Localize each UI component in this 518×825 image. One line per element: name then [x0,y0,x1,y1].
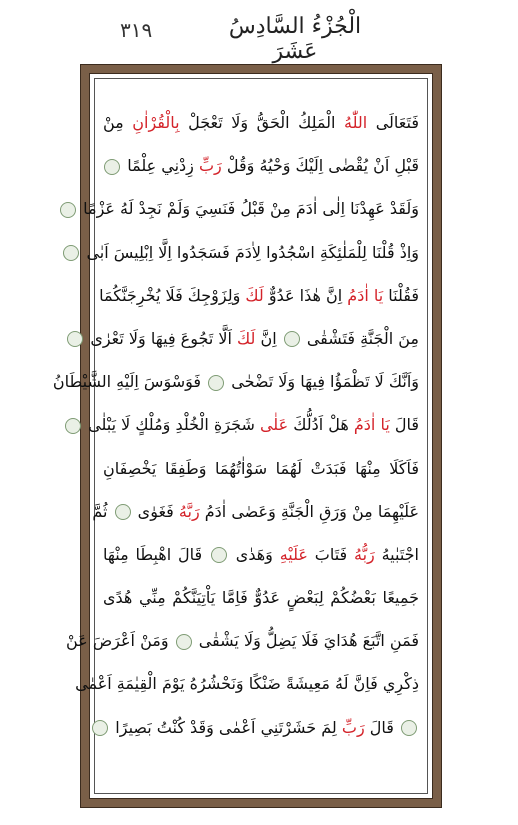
text-line: وَاِذْ قُلْنَا لِلْمَلٰئِكَةِ اسْجُدُوا لِاٰدَمَ فَسَجَدُوا اِلَّا اِبْلِيسَ اَبٰى [103,231,419,274]
text-line: فَقُلْنَا يَا اٰدَمُ اِنَّ هٰذَا عَدُوٌّ لَكَ وَلِزَوْجِكَ فَلَا يُخْرِجَنَّكُمَا [99,285,419,305]
text-line: فَاَكَلَا مِنْهَا فَبَدَتْ لَهُمَا سَوْاٰتُهُمَا وَطَفِقَا يَخْصِفَانِ [103,458,419,478]
red-highlight: عَلَيْهِ [279,544,308,564]
ayah-end-icon [67,331,83,347]
red-highlight: يَا اٰدَمُ [347,285,384,305]
ayah-end-icon [284,331,300,347]
text-line: فَمَنِ اتَّبَعَ هُدَايَ فَلَا يَضِلُّ وَلَا يَشْقٰى وَمَنْ اَعْرَضَ عَنْ [66,631,419,651]
red-highlight: اللّٰهُ [343,113,368,132]
text-panel [52,78,428,794]
frame-inner-border [52,73,433,799]
red-highlight: رَبِّ [341,717,365,737]
ornamental-frame [52,64,442,808]
red-highlight: عَلٰى [259,415,289,435]
text-line: وَلَقَدْ عَهِدْنَا اِلٰى اٰدَمَ مِنْ قَبْلُ فَنَسِيَ وَلَمْ نَجِدْ لَهُ عَزْمًا [103,187,419,230]
text-line: عَلَيْهِمَا مِنْ وَرَقِ الْجَنَّةِ وَعَصٰى اٰدَمُ رَبَّهُ فَغَوٰى ثُمَّ [92,501,419,521]
juz-title: الْجُزْءُ السَّادِسُ عَشَرَ [228,14,362,64]
red-highlight: رَبِّ [198,156,222,176]
ayah-end-icon [104,159,120,175]
ayah-end-icon [211,547,227,563]
text-line: قَبْلِ اَنْ يُقْضٰى اِلَيْكَ وَحْيُهُ وَقُلْ رَبِّ زِدْنِي عِلْمًا [103,144,419,187]
ayah-end-icon [208,375,224,391]
ayah-end-icon [115,504,131,520]
text-line: جَمِيعًا بَعْضُكُمْ لِبَعْضٍ عَدُوٌّ فَاِمَّا يَاْتِيَنَّكُمْ مِنِّي هُدًى [103,588,419,608]
page-number: ٣١٩ [120,18,153,42]
ayah-end-icon [176,634,192,650]
ayah-end-icon [401,720,417,736]
ayah-end-icon [65,418,81,434]
text-line: قَالَ رَبِّ لِمَ حَشَرْتَنِي اَعْمٰى وَقَدْ كُنْتُ بَصِيرًا [103,706,419,749]
text-line: فَتَعَالَى اللّٰهُ الْمَلِكُ الْحَقُّ وَلَا تَعْجَلْ بِالْقُرْاٰنِ مِنْ [103,113,419,132]
red-highlight: لَكَ [237,328,256,348]
text-line: ذِكْرِي فَاِنَّ لَهُ مَعِيشَةً ضَنْكًا وَنَحْشُرُهُ يَوْمَ الْقِيٰمَةِ اَعْمٰى [75,674,419,694]
red-highlight: يَا اٰدَمُ [353,415,390,435]
quran-text [52,101,419,781]
text-line: وَاَنَّكَ لَا تَظْمَؤُا فِيهَا وَلَا تَضْحٰى فَوَسْوَسَ اِلَيْهِ الشَّيْطَانُ [52,372,419,392]
ayah-end-icon [92,720,108,736]
ayah-end-icon [63,245,79,261]
red-highlight: رَبُّهُ [354,544,375,564]
text-line: مِنَ الْجَنَّةِ فَتَشْقٰى اِنَّ لَكَ اَلَّا تَجُوعَ فِيهَا وَلَا تَعْرٰى [103,317,419,360]
red-highlight: لَكَ [245,285,264,305]
ayah-end-icon [60,202,76,218]
page-header [0,0,518,62]
text-line: اجْتَبٰيهُ رَبُّهُ فَتَابَ عَلَيْهِ وَهَدٰى قَالَ اهْبِطَا مِنْهَا [103,544,419,564]
text-line: قَالَ يَا اٰدَمُ هَلْ اَدُلُّكَ عَلٰى شَجَرَةِ الْخُلْدِ وَمُلْكٍ لَا يَبْلٰى [103,403,419,446]
red-highlight: رَبَّهُ [178,501,200,521]
red-highlight: بِالْقُرْاٰنِ [132,113,180,132]
